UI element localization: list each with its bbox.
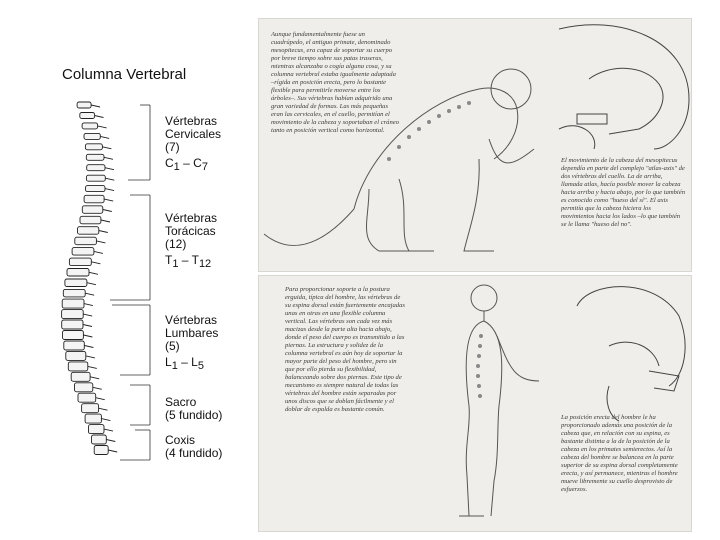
spinous-process	[89, 272, 98, 274]
spinous-process	[105, 189, 114, 191]
region-thoracic: Vértebras Torácicas (12) $T_1 - T_{12}$	[165, 211, 218, 270]
human-torso-leg	[466, 311, 484, 516]
spinous-process	[105, 168, 114, 170]
range-lumbar: $L_1 - L_5$	[165, 355, 204, 372]
spinous-process	[104, 157, 113, 159]
diagram-title: Columna Vertebral	[62, 66, 187, 83]
spinous-process	[83, 325, 92, 327]
vertebra	[78, 393, 96, 402]
vertebra	[68, 362, 88, 371]
primate-skeleton-drawing	[259, 19, 691, 271]
vertebra	[62, 320, 83, 329]
vertebra	[86, 186, 106, 192]
human-skeleton-drawing	[259, 276, 691, 531]
vertebra	[69, 258, 91, 266]
hind-leg	[367, 189, 435, 251]
spinous-process	[84, 346, 93, 348]
vertebra	[80, 113, 95, 119]
vertebra	[85, 414, 101, 423]
spinous-process	[101, 419, 110, 421]
region-coccyx: Coxis (4 fundido)	[165, 433, 223, 460]
vertebra	[86, 175, 105, 181]
vertebra	[62, 310, 84, 319]
vertebra	[94, 446, 108, 455]
vertebra	[71, 372, 90, 381]
spinous-process	[103, 210, 112, 212]
region-cervical: Vértebras Cervicales (7) $C_1 - C_7$	[165, 114, 222, 173]
vertebra	[63, 289, 85, 297]
region-sacrum: Sacro (5 fundido)	[165, 395, 223, 422]
range-cervical: $C_1 - C_7$	[165, 156, 208, 173]
spinous-process	[83, 335, 92, 337]
vertebra	[80, 216, 101, 224]
vertebra	[63, 331, 84, 340]
vertebra	[62, 299, 84, 308]
spinous-process	[93, 387, 102, 389]
spine-illustration	[40, 95, 170, 465]
region-lumbar: Vértebras Lumbares (5) $L_1 - L_5$	[165, 313, 219, 372]
vertebra	[64, 341, 85, 350]
human-arm	[497, 336, 539, 381]
spinous-process	[87, 283, 96, 285]
spinous-process	[90, 377, 99, 379]
spinous-process	[100, 136, 109, 138]
vertebra	[84, 133, 100, 139]
vertebra	[82, 206, 103, 214]
range-thoracic: $T_1 - T_{12}$	[165, 253, 212, 270]
spinous-process	[91, 105, 100, 107]
region-brackets	[110, 105, 150, 460]
spinous-process	[104, 199, 113, 201]
spinous-process	[91, 262, 100, 264]
spinous-process	[95, 116, 104, 118]
spinous-process	[99, 231, 108, 233]
vertebra	[84, 195, 104, 203]
spinous-process	[104, 429, 113, 431]
vertebra	[65, 279, 87, 287]
spinous-process	[88, 366, 97, 368]
vertebra	[77, 102, 91, 108]
human-head-paragraph: La posición erecta del hombre le ha proporcionado además una posición de la cabeza que, en relación con su espina, es bastante distinta a la de la posición de la cabeza en los primates semierectos. Así la cabeza del hombre se balancea en la parte superior de su espina dorsal completamente erecta, y así permanece, mientras el hombre mueve libremente su cuello desprovisto de esfuerzos.	[561, 414, 678, 493]
vertebra	[78, 227, 99, 235]
tail-outline	[264, 209, 354, 245]
vertebra	[75, 383, 93, 392]
human-spine-marks	[476, 334, 483, 398]
vertebra	[66, 351, 86, 360]
spinous-process	[96, 241, 105, 243]
vertebra	[67, 269, 89, 277]
spinous-process	[86, 356, 95, 358]
spinous-process	[96, 398, 105, 400]
primate-skull-inset	[559, 25, 689, 149]
vertebra	[89, 425, 105, 434]
vertebra	[82, 404, 99, 413]
vertebra	[92, 435, 107, 444]
spinous-process	[102, 147, 111, 149]
fore-arm	[489, 139, 534, 163]
vertebra	[85, 144, 102, 150]
scan-panel-primate	[258, 18, 692, 272]
atlas-axis-paragraph: El movimiento de la cabeza del mesopitecus dependía en parte del complejo "atlas-axis" de dos vértebras del cuello. La de arriba, llamada atlas, hacía posible mover la cabeza hacia arriba y hacia abajo, por lo que también es conocido como "hueso del sí". El axis permitía que la cabeza hiciera los movimientos hacia los lados –lo que también se le llama "hueso del no".	[561, 157, 685, 228]
primate-paragraph: Aunque fundamentalmente fuese un cuadrúpedo, el antiguo primate, denominado mesopitecus, era capaz de soportar su cuerpo por breve tiempo sobre sus patas traseras, mientras alcanzaba o cogía alguna cosa, y su columna vertebral estaba igualmente adaptada –rígida en posición erecta, pero lo bastante flexible para permitirle moverse entre los árboles–. Sus vértebras habían adquirido una gran variedad de formas. Las más pequeñas eran las cervicales, en el cuello, permitían el movimiento de la cabeza y soportaban el cráneo tanto en posición vertical como horizontal.	[271, 31, 400, 134]
vertebra	[87, 165, 105, 171]
spinous-process	[94, 251, 103, 253]
spinous-process	[106, 440, 115, 442]
human-skull-inset	[577, 287, 685, 421]
scan-panel-human	[258, 275, 692, 532]
vertebra	[75, 237, 97, 245]
human-posture-paragraph: Para proporcionar soporte a la postura erguida, típica del hombre, las vértebras de su espina dorsal están fuertemente encajadas unas en otras en una flexible columna vertical. Las vértebras son cada vez más macizas desde la parte alta hacia abajo, donde el peso del cuerpo es transmitido a las piernas. La estructura y solidez de la columna vertebral es aún hoy de soportar la mayor parte del peso del hombre, pero sin que por ello pierda su flexibilidad, balanceando sobre dos piernas. Este tipo de mecanismo es siempre natural de todas las vértebras del hombre están separadas por unos discos que se doblan fácilmente y el doblar de espalda es bastante común.	[285, 286, 405, 413]
spinous-process	[83, 314, 92, 316]
spinous-process	[99, 408, 108, 410]
vertebra	[86, 154, 104, 160]
spinous-process	[85, 293, 94, 295]
vertebra	[82, 123, 98, 129]
vertebra	[72, 248, 94, 256]
spinous-process	[101, 220, 110, 222]
spinous-process	[108, 450, 117, 452]
spinous-process	[98, 126, 107, 128]
human-head	[471, 285, 497, 311]
spinous-process	[84, 304, 93, 306]
spinous-process	[105, 178, 114, 180]
